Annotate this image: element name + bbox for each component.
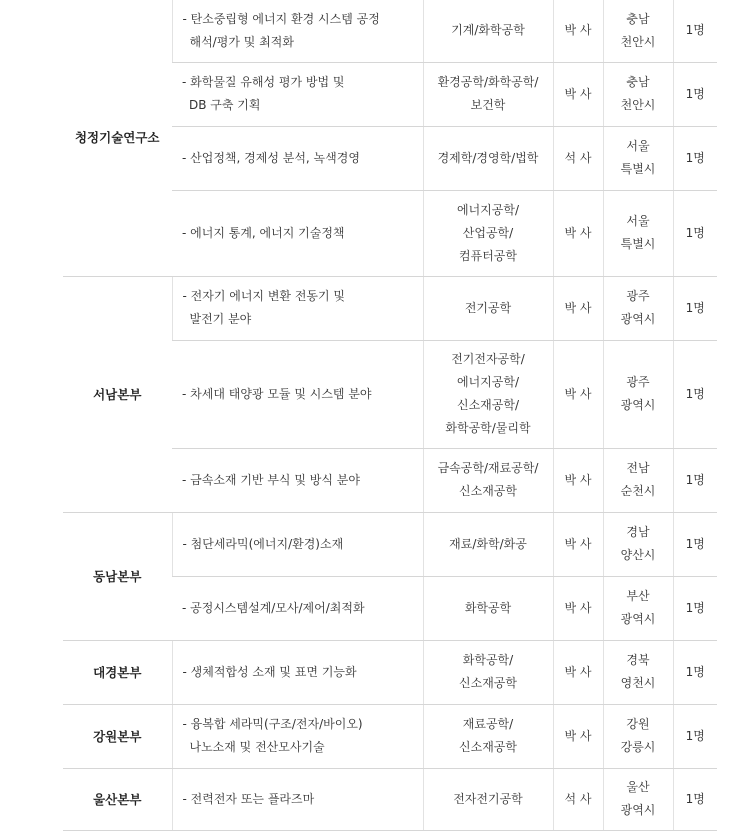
location-cell-line: 경북 [626,653,650,667]
field-cell [172,190,423,276]
table-row [63,704,717,768]
field-cell-line: DB 구축 기획 [189,98,261,112]
field-cell [172,640,423,704]
degree-cell: 박 사 [553,62,603,126]
location-cell-line: 충남 [626,11,650,26]
major-cell [423,448,553,512]
major-cell-line: 금속공학/재료공학/ [437,461,539,475]
count-cell: 1명 [673,512,717,576]
count-cell: 1명 [673,340,717,448]
location-cell [603,768,673,830]
count-cell: 1명 [673,704,717,768]
location-cell-line: 광역시 [620,312,656,326]
major-cell-line: 에너지공학/ [456,375,519,389]
location-cell [603,448,673,512]
field-cell [172,576,423,640]
major-cell [423,340,553,448]
field-cell [172,340,423,448]
field-cell [172,512,423,576]
major-cell [423,576,553,640]
field-cell-line: - 공정시스템설계/모사/제어/최적화 [182,600,365,615]
location-cell [603,0,673,62]
major-cell-line: 전자전기공학 [453,791,523,806]
org-cell: 동남본부 [63,512,172,640]
major-cell-line: 보건학 [470,98,506,112]
location-cell-line: 서울 [626,214,650,228]
field-cell-line: - 차세대 태양광 모듈 및 시스템 분야 [182,386,372,401]
count-cell: 1명 [673,0,717,62]
location-cell-line: 경남 [626,525,650,539]
table-row [63,276,717,340]
degree-cell: 박 사 [553,448,603,512]
major-cell-line: 컴퓨터공학 [459,248,517,263]
field-cell-line: - 산업정책, 경제성 분석, 녹색경영 [182,150,360,165]
field-cell-line: - 전자기 에너지 변환 전동기 및 [182,289,346,303]
major-cell [423,0,553,62]
org-cell: 청정기술연구소 [63,0,172,276]
major-cell-line: 신소재공학/ [456,398,519,412]
location-cell-line: 광역시 [620,612,656,626]
degree-cell: 박 사 [553,704,603,768]
field-cell-line: 해석/평가 및 최적화 [189,34,294,49]
major-cell-line: 환경공학/화학공학/ [437,75,539,89]
degree-cell: 박 사 [553,190,603,276]
major-cell [423,768,553,830]
major-cell-line: 신소재공학 [459,740,517,754]
location-cell-line: 영천시 [620,676,656,690]
location-cell-line: 광역시 [620,398,656,412]
location-cell-line: 특별시 [620,162,656,176]
count-cell: 1명 [673,576,717,640]
major-cell-line: 산업공학/ [462,225,514,240]
field-cell-line: - 화학물질 유해성 평가 방법 및 [182,75,345,89]
table-row [63,512,717,576]
major-cell [423,640,553,704]
field-cell-line: - 전력전자 또는 플라즈마 [182,791,315,806]
count-cell: 1명 [673,126,717,190]
major-cell-line: 화학공학/ [462,653,514,667]
degree-cell: 박 사 [553,576,603,640]
field-cell-line: 나노소재 및 전산모사기술 [189,740,325,754]
location-cell-line: 광역시 [620,803,656,817]
major-cell-line: 화학공학/물리학 [445,421,531,435]
org-cell: 강원본부 [63,704,172,768]
location-cell [603,190,673,276]
field-cell [172,0,423,62]
count-cell: 1명 [673,190,717,276]
location-cell-line: 서울 [626,139,650,153]
field-cell-line: - 에너지 통계, 에너지 기술정책 [182,225,345,240]
degree-cell: 박 사 [553,340,603,448]
table-row [63,768,717,830]
location-cell [603,126,673,190]
location-cell-line: 천안시 [620,98,656,112]
org-cell: 대경본부 [63,640,172,704]
field-cell-line: 발전기 분야 [189,312,252,326]
location-cell-line: 특별시 [620,237,656,251]
location-cell-line: 광주 [626,375,650,389]
count-cell: 1명 [673,640,717,704]
location-cell-line: 부산 [626,589,650,603]
location-cell [603,276,673,340]
location-cell-line: 순천시 [620,484,656,498]
location-cell [603,62,673,126]
major-cell-line: 신소재공학 [459,484,517,498]
major-cell-line: 전기공학 [464,300,512,315]
count-cell: 1명 [673,448,717,512]
location-cell [603,340,673,448]
major-cell [423,126,553,190]
degree-cell: 박 사 [553,512,603,576]
field-cell [172,448,423,512]
field-cell-line: - 생체적합성 소재 및 표면 기능화 [182,664,357,679]
major-cell-line: 경제학/경영학/법학 [437,150,539,165]
major-cell-line: 신소재공학 [459,676,517,690]
major-cell-line: 전기전자공학/ [451,352,525,366]
location-cell [603,640,673,704]
major-cell-line: 화학공학 [464,600,512,615]
location-cell-line: 강릉시 [620,740,656,754]
field-cell [172,276,423,340]
location-cell [603,576,673,640]
major-cell [423,276,553,340]
field-cell [172,768,423,830]
degree-cell: 박 사 [553,0,603,62]
major-cell [423,512,553,576]
degree-cell: 박 사 [553,276,603,340]
field-cell [172,704,423,768]
count-cell: 1명 [673,768,717,830]
org-cell: 울산본부 [63,768,172,830]
location-cell-line: 울산 [626,780,650,794]
location-cell-line: 전남 [626,461,650,475]
major-cell [423,190,553,276]
table-row [63,0,717,62]
major-cell [423,704,553,768]
field-cell-line: - 금속소재 기반 부식 및 방식 분야 [182,472,360,487]
degree-cell: 석 사 [553,126,603,190]
location-cell-line: 양산시 [620,548,656,562]
location-cell-line: 강원 [626,717,650,731]
count-cell: 1명 [673,276,717,340]
major-cell-line: 에너지공학/ [456,202,519,217]
location-cell-line: 광주 [626,289,650,303]
major-cell-line: 재료/화학/화공 [449,536,527,551]
degree-cell: 박 사 [553,640,603,704]
location-cell [603,512,673,576]
org-cell: 서남본부 [63,276,172,512]
field-cell-line: - 탄소중립형 에너지 환경 시스템 공정 [182,11,380,26]
major-cell-line: 재료공학/ [462,717,514,731]
location-cell-line: 천안시 [620,34,656,49]
major-cell-line: 기계/화학공학 [451,23,525,38]
field-cell [172,62,423,126]
major-cell [423,62,553,126]
field-cell-line: - 융복합 세라믹(구조/전자/바이오) [182,717,363,731]
location-cell [603,704,673,768]
recruitment-table [63,0,717,831]
field-cell [172,126,423,190]
field-cell-line: - 첨단세라믹(에너지/환경)소재 [182,536,344,551]
table-row [63,640,717,704]
location-cell-line: 충남 [626,75,650,89]
degree-cell: 석 사 [553,768,603,830]
count-cell: 1명 [673,62,717,126]
